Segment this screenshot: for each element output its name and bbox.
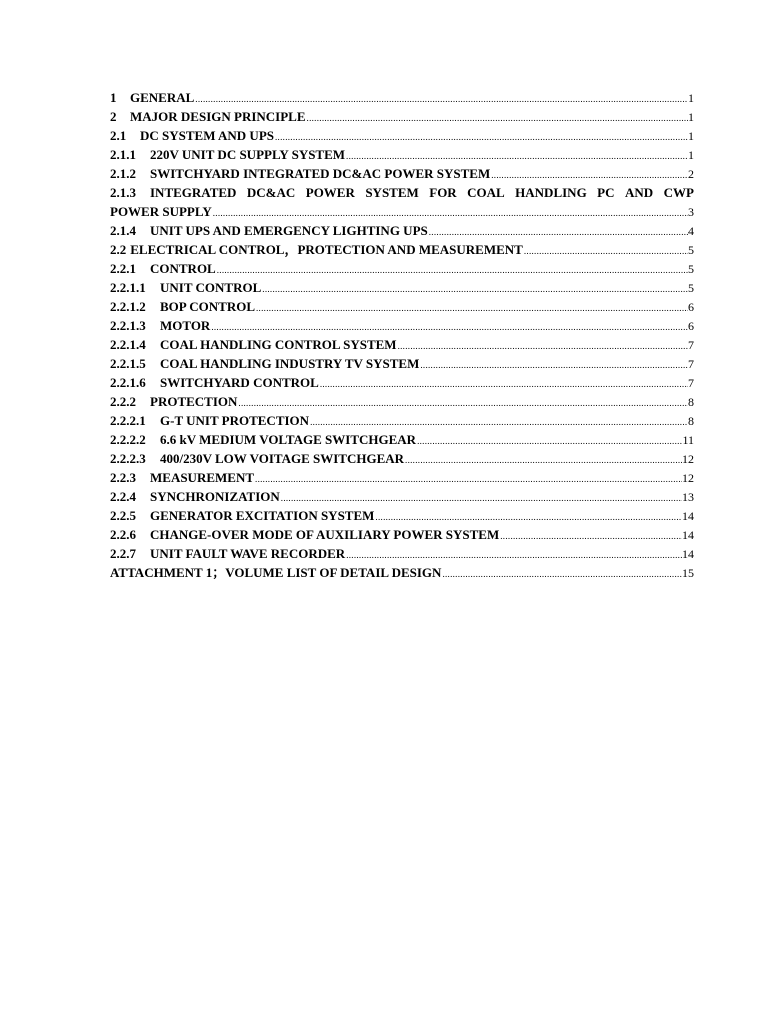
toc-title-word: POWER [305,185,355,200]
toc-entry-title: 220V UNIT DC SUPPLY SYSTEM [150,147,346,162]
toc-entry-number: 1 [110,90,117,105]
toc-leader-dots [261,280,688,299]
toc-entry-title: ATTACHMENT 1；VOLUME LIST OF DETAIL DESIGN [110,565,442,580]
toc-entry-page: 1 [688,91,694,105]
toc-title-word: PC [597,185,615,200]
toc-entry-number: 2.2.1.5 [110,356,146,371]
toc-entry[interactable] [110,563,694,582]
toc-entry-number: 2.1.1 [110,147,136,162]
toc-entry-number: 2.2.1.6 [110,375,146,390]
toc-title-word: SYSTEM [365,185,419,200]
toc-entry-title: GENERATOR EXCITATION SYSTEM [150,508,375,523]
toc-entry-page: 5 [688,281,694,295]
toc-entry-title: GENERAL [130,90,195,105]
toc-entry-page: 1 [688,129,694,143]
toc-entry-page: 6 [688,300,694,314]
toc-entry-number: 2.2.1 [110,261,136,276]
toc-entry-title: SWITCHYARD INTEGRATED DC&AC POWER SYSTEM [150,166,491,181]
toc-entry[interactable] [110,316,694,335]
toc-entry-page: 15 [682,566,694,580]
toc-entry-number: 2.2.4 [110,489,136,504]
toc-entry[interactable] [110,506,694,525]
toc-entry-number: 2.2.2.1 [110,413,146,428]
toc-entry-title: SWITCHYARD CONTROL [160,375,319,390]
toc-title-word: COAL [467,185,505,200]
toc-entry-title: CONTROL [150,261,216,276]
toc-entry[interactable] [110,335,694,354]
toc-entry-page: 2 [688,167,694,181]
toc-title-word: HANDLING [515,185,587,200]
toc-entry-page: 4 [688,224,694,238]
toc-entry[interactable] [110,487,694,506]
toc-entry[interactable] [110,297,694,316]
toc-entry-number: 2.2.2.2 [110,432,146,447]
toc-entry-title: G-T UNIT PROTECTION [160,413,310,428]
toc-entry-page: 11 [682,433,694,447]
toc-entry-title: CHANGE-OVER MODE OF AUXILIARY POWER SYSTEM [150,527,500,542]
toc-entry-title: COAL HANDLING CONTROL SYSTEM [160,337,397,352]
toc-entry[interactable] [110,221,694,240]
toc-leader-dots [416,432,682,451]
toc-entry[interactable] [110,373,694,392]
toc-entry[interactable] [110,126,694,145]
toc-entry-wrapped-line1[interactable] [110,183,694,202]
toc-entry[interactable] [110,449,694,468]
toc-entry-page: 8 [688,414,694,428]
toc-entry-title: UNIT UPS AND EMERGENCY LIGHTING UPS [150,223,428,238]
toc-entry-page: 1 [688,148,694,162]
toc-entry-page: 8 [688,395,694,409]
toc-entry-page: 14 [682,528,694,542]
table-of-contents [110,88,694,582]
toc-entry-title: BOP CONTROL [160,299,255,314]
toc-entry-number: 2.1 [110,128,127,143]
toc-entry[interactable] [110,240,694,259]
toc-entry-number: 2.1.2 [110,166,136,181]
toc-leader-dots [404,451,682,470]
toc-entry[interactable] [110,392,694,411]
toc-entry[interactable] [110,411,694,430]
toc-entry-number: 2.2.5 [110,508,136,523]
toc-leader-dots [254,470,682,489]
toc-entry-page: 3 [688,205,694,219]
toc-leader-dots [255,299,688,318]
toc-entry[interactable] [110,468,694,487]
toc-entry-number: 2 [110,109,117,124]
toc-title-word: CWP [663,185,694,200]
toc-entry[interactable] [110,354,694,373]
toc-entry-title: COAL HANDLING INDUSTRY TV SYSTEM [160,356,420,371]
toc-entry-page: 14 [682,509,694,523]
toc-entry[interactable] [110,164,694,183]
toc-entry[interactable] [110,145,694,164]
toc-entry[interactable] [110,430,694,449]
toc-leader-dots [419,356,688,375]
toc-entry[interactable] [110,259,694,278]
toc-entry-title: PROTECTION [150,394,238,409]
toc-entry[interactable] [110,278,694,297]
toc-entry-number: 2.2.1.1 [110,280,146,295]
toc-entry-title: MAJOR DESIGN PRINCIPLE [130,109,306,124]
toc-entry-title: UNIT FAULT WAVE RECORDER [150,546,346,561]
toc-entry-page: 12 [682,452,694,466]
toc-leader-dots [523,242,688,261]
toc-entry[interactable] [110,544,694,563]
toc-title-word: INTEGRATED [150,185,237,200]
toc-entry-number: 2.2.3 [110,470,136,485]
toc-entry-number: 2.2.2 [110,394,136,409]
toc-entry-page: 1 [688,110,694,124]
toc-entry-number: 2.2.2.3 [110,451,146,466]
toc-entry-page: 6 [688,319,694,333]
toc-leader-dots [319,375,688,394]
toc-entry[interactable] [110,107,694,126]
toc-leader-dots [397,337,688,356]
toc-entry-number: 2.2.1.3 [110,318,146,333]
toc-title-word: FOR [429,185,457,200]
toc-entry[interactable] [110,525,694,544]
toc-entry-title: SYNCHRONIZATION [150,489,280,504]
toc-entry-title: POWER SUPPLY [110,204,212,219]
toc-entry-number: 2.2.6 [110,527,136,542]
toc-leader-dots [441,565,682,584]
toc-entry-number: 2.1.3 [110,185,136,200]
toc-leader-dots [499,527,682,546]
toc-entry-page: 14 [682,547,694,561]
toc-entry-number: 2.2.1.2 [110,299,146,314]
toc-entry-page: 5 [688,243,694,257]
toc-entry-title: MOTOR [160,318,211,333]
toc-entry-title: DC SYSTEM AND UPS [140,128,274,143]
toc-entry-title: UNIT CONTROL [160,280,262,295]
toc-entry-title: MEASUREMENT [150,470,255,485]
toc-entry-title: 400/230V LOW VOITAGE SWITCHGEAR [160,451,405,466]
toc-entry-title: 6.6 kV MEDIUM VOLTAGE SWITCHGEAR [160,432,417,447]
toc-entry-page: 13 [682,490,694,504]
toc-entry-page: 5 [688,262,694,276]
toc-title-word: DC&AC [246,185,296,200]
toc-entry-title-justified [150,183,694,202]
toc-entry-number: 2.2.7 [110,546,136,561]
toc-entry-wrapped-line2[interactable] [110,202,694,221]
toc-entry-title: ELECTRICAL CONTROL，PROTECTION AND MEASUREMENT [130,242,523,257]
toc-title-word: AND [624,185,654,200]
toc-entry-number: 2.2.1.4 [110,337,146,352]
toc-entry-page: 12 [682,471,694,485]
toc-entry[interactable] [110,88,694,107]
toc-entry-number: 2.1.4 [110,223,136,238]
toc-leader-dots [306,109,688,128]
toc-entry-page: 7 [688,338,694,352]
toc-entry-page: 7 [688,357,694,371]
toc-entry-number: 2.2 [110,242,127,257]
toc-entry-page: 7 [688,376,694,390]
toc-leader-dots [216,261,688,280]
